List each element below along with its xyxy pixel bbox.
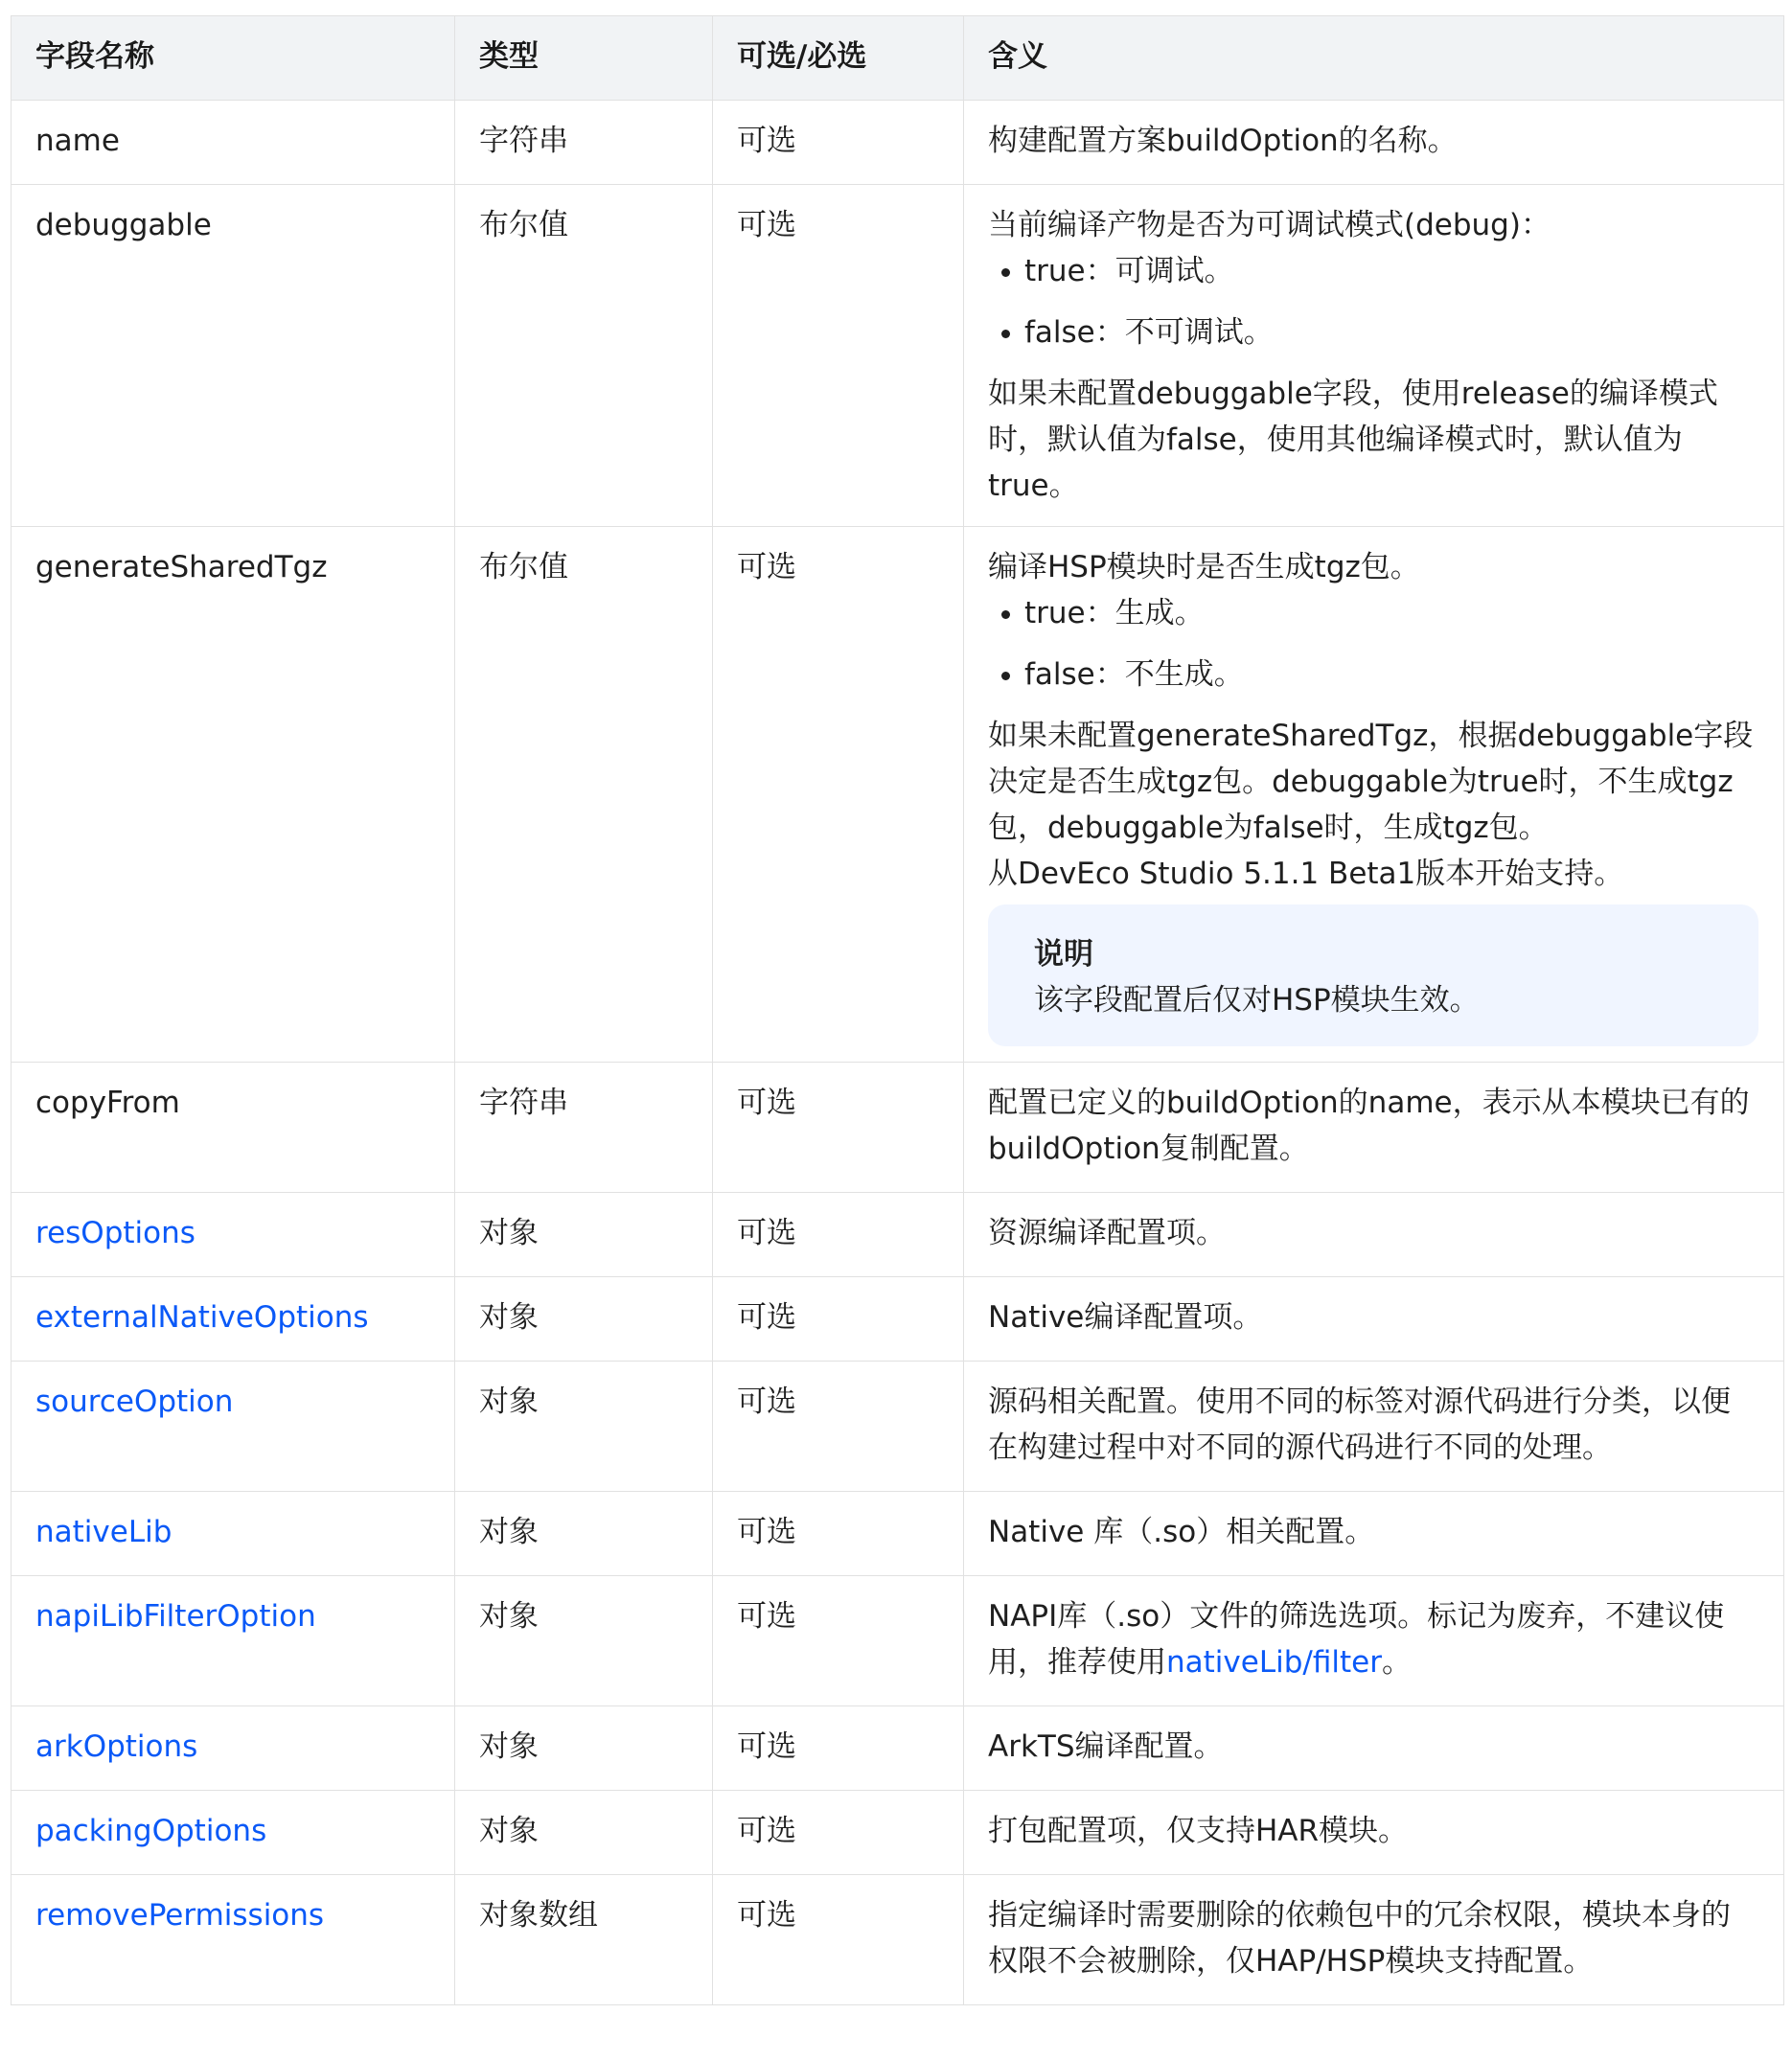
field-required: 可选 <box>713 1875 964 2005</box>
description-detail: 如果未配置debuggable字段，使用release的编译模式时，默认值为false，使用其他编译模式时，默认值为true。 <box>988 377 1718 503</box>
field-description: Native 库（.so）相关配置。 <box>964 1492 1784 1576</box>
note-box <box>988 904 1758 1046</box>
support-version: 从DevEco Studio 5.1.1 Beta1版本开始支持。 <box>988 857 1624 891</box>
table-row <box>11 1193 1784 1277</box>
option-item: true：生成。 <box>998 590 1758 636</box>
note-title: 说明 <box>1034 937 1093 972</box>
field-required: 可选 <box>713 1362 964 1492</box>
field-name: copyFrom <box>11 1063 455 1193</box>
header-type: 类型 <box>455 16 713 101</box>
field-type: 字符串 <box>455 101 713 185</box>
table-row <box>11 1875 1784 2005</box>
field-type: 对象 <box>455 1492 713 1576</box>
field-description: 配置已定义的buildOption的name，表示从本模块已有的buildOption复制配置。 <box>964 1063 1784 1193</box>
field-name-link[interactable]: nativeLib <box>11 1492 455 1576</box>
table-row <box>11 1063 1784 1193</box>
field-description <box>964 185 1784 527</box>
field-name-link[interactable]: resOptions <box>11 1193 455 1277</box>
field-required: 可选 <box>713 185 964 527</box>
field-required: 可选 <box>713 101 964 185</box>
field-name-link[interactable]: napiLibFilterOption <box>11 1576 455 1706</box>
table-row <box>11 1706 1784 1791</box>
table-row <box>11 1791 1784 1875</box>
field-name: name <box>11 101 455 185</box>
field-name-link[interactable]: arkOptions <box>11 1706 455 1791</box>
option-item: true：可调试。 <box>998 248 1758 294</box>
field-description: 打包配置项，仅支持HAR模块。 <box>964 1791 1784 1875</box>
field-required: 可选 <box>713 1706 964 1791</box>
table-row <box>11 1277 1784 1362</box>
field-description: Native编译配置项。 <box>964 1277 1784 1362</box>
field-type: 对象 <box>455 1576 713 1706</box>
field-type: 对象 <box>455 1277 713 1362</box>
field-required: 可选 <box>713 1492 964 1576</box>
field-type: 对象 <box>455 1362 713 1492</box>
option-list <box>988 248 1758 355</box>
field-required: 可选 <box>713 1791 964 1875</box>
field-name-link[interactable]: externalNativeOptions <box>11 1277 455 1362</box>
table-row <box>11 185 1784 527</box>
field-description <box>964 1576 1784 1706</box>
field-name: generateSharedTgz <box>11 527 455 1063</box>
table-row <box>11 1492 1784 1576</box>
option-list <box>988 590 1758 698</box>
field-required: 可选 <box>713 527 964 1063</box>
field-type: 对象 <box>455 1193 713 1277</box>
description-intro: 编译HSP模块时是否生成tgz包。 <box>988 550 1420 584</box>
table-row <box>11 1362 1784 1492</box>
field-description: 构建配置方案buildOption的名称。 <box>964 101 1784 185</box>
description-intro: 当前编译产物是否为可调试模式(debug)： <box>988 208 1551 242</box>
description-detail: 如果未配置generateSharedTgz，根据debuggable字段决定是否生成tgz包。debuggable为true时，不生成tgz包，debuggable为false时，生成tgz包。 <box>988 719 1754 845</box>
build-options-table <box>11 15 1784 2005</box>
build-options-table-container <box>11 15 1783 2005</box>
field-description <box>964 527 1784 1063</box>
option-item: false：不可调试。 <box>998 309 1758 355</box>
field-description: 资源编译配置项。 <box>964 1193 1784 1277</box>
field-type: 布尔值 <box>455 527 713 1063</box>
table-row <box>11 527 1784 1063</box>
table-header-row <box>11 16 1784 101</box>
field-required: 可选 <box>713 1576 964 1706</box>
note-text: 该字段配置后仅对HSP模块生效。 <box>1034 983 1480 1018</box>
field-name-link[interactable]: removePermissions <box>11 1875 455 2005</box>
field-name-link[interactable]: packingOptions <box>11 1791 455 1875</box>
field-required: 可选 <box>713 1277 964 1362</box>
field-description: 源码相关配置。使用不同的标签对源代码进行分类，以便在构建过程中对不同的源代码进行不同的处理。 <box>964 1362 1784 1492</box>
field-type: 对象 <box>455 1791 713 1875</box>
table-row <box>11 101 1784 185</box>
field-description: ArkTS编译配置。 <box>964 1706 1784 1791</box>
field-type: 对象 <box>455 1706 713 1791</box>
option-item: false：不生成。 <box>998 652 1758 698</box>
field-type: 布尔值 <box>455 185 713 527</box>
nativelib-filter-link[interactable]: nativeLib/filter <box>1166 1645 1382 1680</box>
field-required: 可选 <box>713 1063 964 1193</box>
field-type: 字符串 <box>455 1063 713 1193</box>
field-required: 可选 <box>713 1193 964 1277</box>
field-type: 对象数组 <box>455 1875 713 2005</box>
header-required: 可选/必选 <box>713 16 964 101</box>
description-text-end: 。 <box>1381 1645 1412 1680</box>
description-text: NAPI库（.so）文件的筛选选项。标记为废弃，不建议使用，推荐使用 <box>988 1599 1725 1680</box>
field-name-link[interactable]: sourceOption <box>11 1362 455 1492</box>
field-name: debuggable <box>11 185 455 527</box>
header-field-name: 字段名称 <box>11 16 455 101</box>
header-meaning: 含义 <box>964 16 1784 101</box>
field-description: 指定编译时需要删除的依赖包中的冗余权限，模块本身的权限不会被删除，仅HAP/HSP模块支持配置。 <box>964 1875 1784 2005</box>
table-row <box>11 1576 1784 1706</box>
